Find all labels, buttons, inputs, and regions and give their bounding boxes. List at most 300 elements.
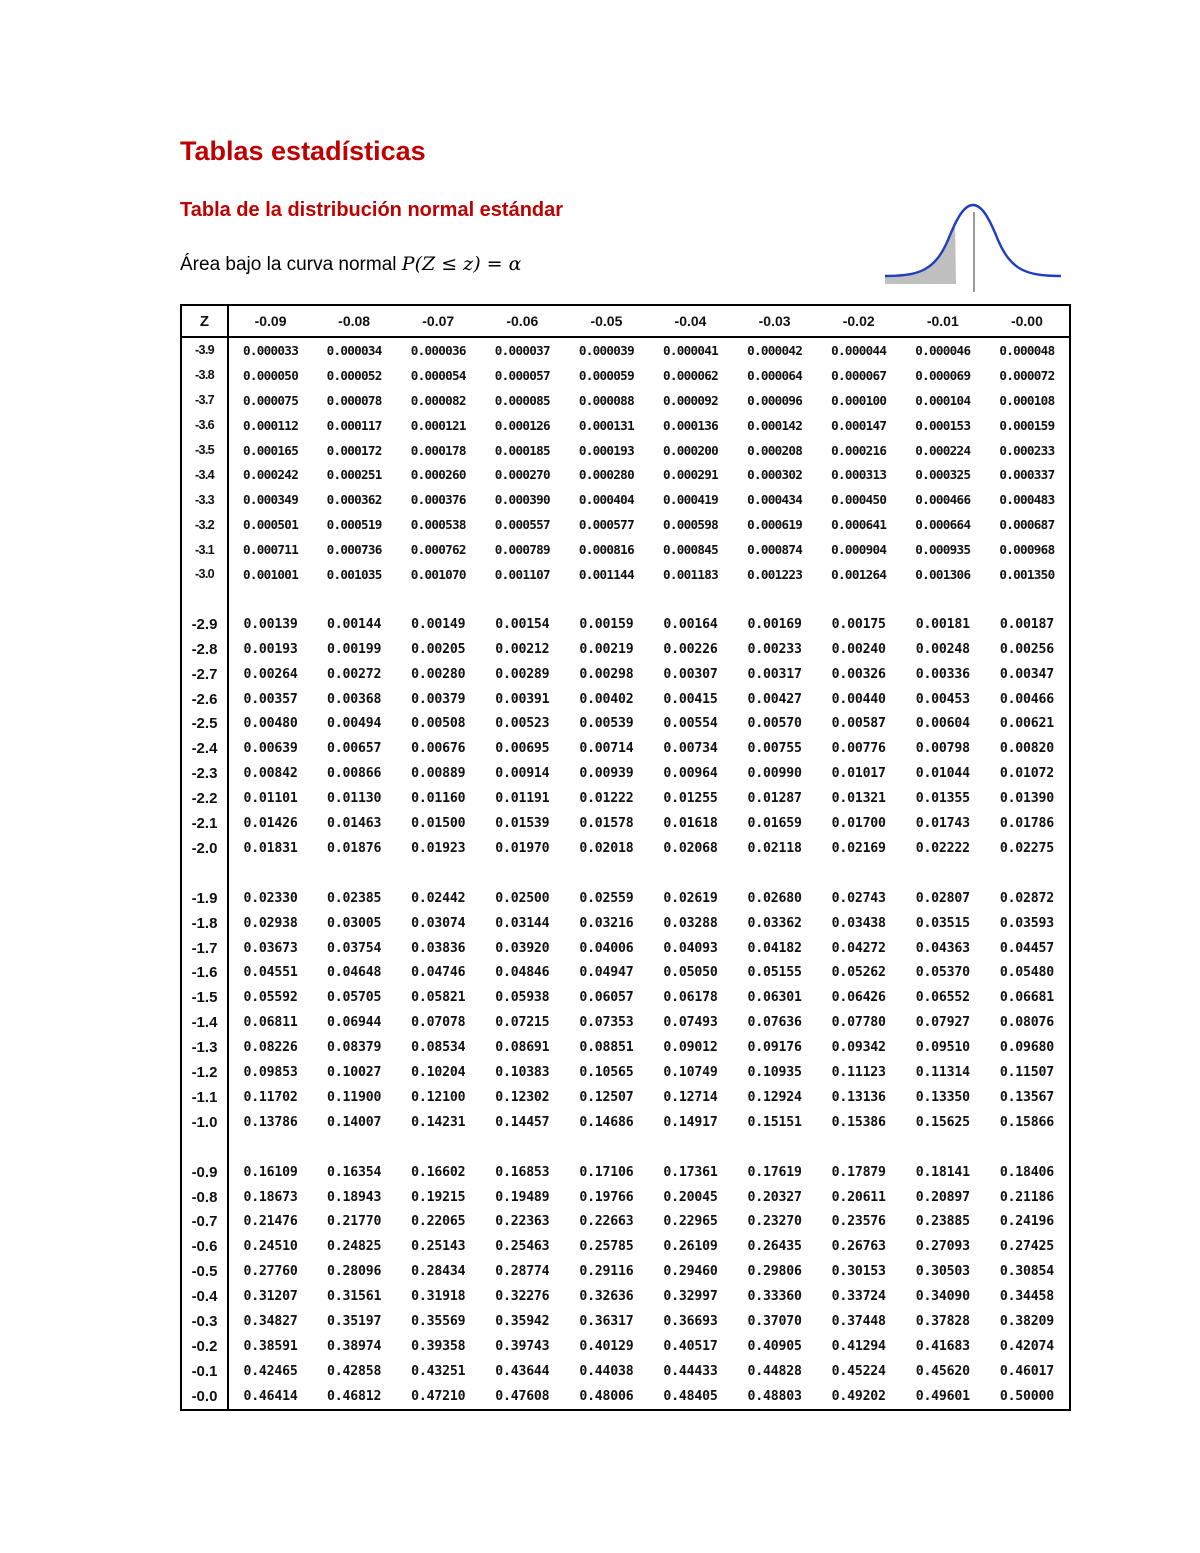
probability-cell: 0.24196 — [999, 1214, 1055, 1230]
probability-cell: 0.27425 — [999, 1239, 1055, 1255]
header-column: -0.01 — [901, 306, 985, 337]
probability-cell: 0.000039 — [578, 342, 634, 358]
probability-cell: 0.000104 — [915, 392, 971, 408]
z-value-cell: -0.1 — [182, 1359, 228, 1384]
spacer-cell — [648, 861, 732, 886]
probability-cell: 0.000291 — [662, 467, 719, 483]
probability-cell: 0.000641 — [831, 517, 887, 533]
probability-cell: 0.000434 — [747, 492, 803, 508]
probability-cell: 0.000108 — [999, 392, 1055, 408]
probability-cell: 0.03005 — [327, 915, 382, 931]
probability-cell: 0.000404 — [578, 492, 634, 508]
probability-cell: 0.18406 — [999, 1164, 1055, 1180]
probability-cell: 0.08076 — [999, 1015, 1055, 1031]
probability-cell: 0.34458 — [999, 1289, 1055, 1305]
probability-cell: 0.000147 — [831, 417, 887, 433]
probability-cell: 0.34090 — [915, 1289, 970, 1305]
probability-cell: 0.10565 — [579, 1064, 634, 1080]
probability-cell: 0.05370 — [915, 965, 970, 981]
probability-cell: 0.04746 — [411, 965, 466, 981]
probability-cell: 0.00621 — [999, 716, 1055, 732]
document-title: Tablas estadísticas — [180, 136, 426, 166]
z-value-cell: -1.8 — [182, 911, 228, 936]
probability-cell: 0.000075 — [243, 392, 299, 408]
table-row — [182, 936, 1069, 961]
probability-cell: 0.01659 — [747, 815, 802, 831]
probability-cell: 0.00755 — [747, 741, 802, 757]
probability-cell: 0.48405 — [663, 1388, 718, 1404]
probability-cell: 0.01831 — [243, 840, 298, 856]
probability-cell: 0.00154 — [495, 616, 550, 632]
probability-cell: 0.000816 — [578, 542, 634, 558]
table-row — [182, 1359, 1069, 1384]
probability-cell: 0.000619 — [747, 517, 803, 533]
probability-cell: 0.16109 — [243, 1164, 298, 1180]
probability-cell: 0.000789 — [494, 542, 550, 558]
probability-cell: 0.03836 — [411, 940, 466, 956]
probability-cell: 0.00798 — [915, 741, 970, 757]
probability-cell: 0.07353 — [579, 1015, 634, 1031]
probability-cell: 0.01287 — [747, 791, 802, 807]
probability-cell: 0.00379 — [411, 691, 466, 707]
table-row — [182, 911, 1069, 936]
probability-cell: 0.000078 — [326, 392, 382, 408]
probability-cell: 0.01500 — [411, 815, 466, 831]
group-spacer-row — [182, 587, 1069, 612]
probability-cell: 0.38209 — [999, 1314, 1055, 1329]
probability-cell: 0.001223 — [747, 566, 803, 582]
probability-cell: 0.00604 — [915, 716, 970, 732]
probability-cell: 0.49202 — [831, 1388, 886, 1404]
probability-cell: 0.02559 — [579, 890, 634, 906]
z-value-cell: -1.5 — [182, 985, 228, 1010]
z-value-cell: -2.7 — [182, 662, 228, 687]
probability-cell: 0.37448 — [831, 1314, 886, 1329]
probability-cell: 0.22965 — [663, 1214, 718, 1230]
probability-cell: 0.28774 — [495, 1264, 550, 1280]
probability-cell: 0.12714 — [663, 1089, 718, 1105]
probability-cell: 0.15866 — [999, 1114, 1055, 1130]
probability-cell: 0.00205 — [411, 641, 466, 657]
probability-cell: 0.000711 — [243, 542, 299, 558]
spacer-cell — [901, 1135, 985, 1160]
probability-cell: 0.12924 — [747, 1089, 802, 1105]
table-row — [182, 1010, 1069, 1035]
spacer-cell — [228, 1135, 312, 1160]
probability-cell: 0.25143 — [411, 1239, 466, 1255]
spacer-cell — [182, 1135, 228, 1160]
probability-cell: 0.04093 — [663, 940, 718, 956]
probability-cell: 0.000598 — [662, 517, 719, 533]
probability-cell: 0.03362 — [747, 915, 802, 931]
probability-cell: 0.04551 — [243, 965, 298, 981]
probability-cell: 0.11507 — [999, 1064, 1055, 1080]
probability-cell: 0.30854 — [999, 1264, 1055, 1280]
spacer-cell — [901, 587, 985, 612]
probability-cell: 0.000687 — [999, 517, 1055, 533]
table-row — [182, 512, 1069, 537]
probability-cell: 0.00734 — [663, 741, 718, 757]
probability-cell: 0.45620 — [915, 1363, 970, 1379]
area-label: Área bajo la curva normal — [180, 254, 397, 275]
probability-cell: 0.13786 — [243, 1114, 298, 1130]
probability-cell: 0.30503 — [915, 1264, 970, 1280]
table-row — [182, 687, 1069, 712]
probability-cell: 0.00480 — [243, 716, 298, 732]
probability-cell: 0.00357 — [243, 691, 298, 707]
probability-cell: 0.00264 — [243, 666, 298, 682]
probability-cell: 0.000048 — [999, 342, 1055, 358]
probability-cell: 0.00298 — [579, 666, 634, 682]
probability-cell: 0.03074 — [411, 915, 466, 931]
probability-cell: 0.000172 — [326, 442, 382, 458]
probability-cell: 0.12507 — [579, 1089, 634, 1105]
probability-cell: 0.14007 — [327, 1114, 382, 1130]
probability-cell: 0.22065 — [411, 1214, 466, 1230]
z-value-cell: -3.9 — [182, 337, 228, 363]
probability-cell: 0.00964 — [663, 766, 718, 782]
probability-cell: 0.23270 — [747, 1214, 802, 1230]
probability-cell: 0.46812 — [327, 1388, 382, 1404]
probability-cell: 0.02872 — [999, 890, 1055, 906]
spacer-cell — [733, 861, 817, 886]
probability-cell: 0.43251 — [411, 1363, 466, 1379]
probability-cell: 0.00539 — [579, 716, 634, 732]
probability-cell: 0.02118 — [747, 840, 802, 856]
spacer-cell — [733, 1135, 817, 1160]
shaded-area — [885, 220, 956, 284]
probability-cell: 0.23576 — [831, 1214, 886, 1230]
spacer-cell — [985, 1135, 1069, 1160]
probability-cell: 0.00391 — [495, 691, 550, 707]
probability-cell: 0.14686 — [579, 1114, 634, 1130]
spacer-cell — [901, 861, 985, 886]
probability-cell: 0.00248 — [915, 641, 970, 657]
z-value-cell: -2.3 — [182, 761, 228, 786]
probability-cell: 0.000085 — [494, 392, 550, 408]
table-row — [182, 1185, 1069, 1210]
probability-cell: 0.000313 — [831, 467, 887, 483]
probability-cell: 0.000096 — [747, 392, 803, 408]
probability-cell: 0.00695 — [495, 741, 550, 757]
probability-cell: 0.38591 — [243, 1338, 298, 1354]
probability-cell: 0.000538 — [410, 517, 466, 533]
table-row — [182, 1085, 1069, 1110]
probability-cell: 0.01923 — [411, 840, 466, 856]
table-row — [182, 1210, 1069, 1235]
probability-cell: 0.000845 — [662, 542, 719, 558]
spacer-cell — [817, 587, 901, 612]
probability-cell: 0.41683 — [915, 1338, 970, 1354]
probability-cell: 0.000034 — [326, 342, 382, 358]
probability-cell: 0.10383 — [495, 1064, 550, 1080]
probability-cell: 0.18673 — [243, 1189, 298, 1205]
probability-cell: 0.18141 — [915, 1164, 970, 1180]
probability-cell: 0.35197 — [327, 1314, 382, 1329]
table-row — [182, 1060, 1069, 1085]
probability-cell: 0.000159 — [999, 417, 1055, 433]
table-header-row — [182, 306, 1069, 337]
probability-cell: 0.25785 — [579, 1239, 634, 1255]
spacer-cell — [228, 587, 312, 612]
probability-cell: 0.01101 — [243, 791, 298, 807]
z-value-cell: -1.6 — [182, 960, 228, 985]
spacer-cell — [396, 861, 480, 886]
probability-cell: 0.000193 — [578, 442, 634, 458]
table-row — [182, 1384, 1069, 1409]
z-value-cell: -3.6 — [182, 413, 228, 438]
probability-cell: 0.00402 — [579, 691, 634, 707]
table-row — [182, 761, 1069, 786]
probability-cell: 0.000736 — [326, 542, 382, 558]
probability-cell: 0.35569 — [411, 1314, 466, 1329]
probability-cell: 0.000325 — [915, 467, 971, 483]
probability-cell: 0.31561 — [327, 1289, 382, 1305]
probability-cell: 0.10749 — [663, 1064, 718, 1080]
probability-cell: 0.39743 — [495, 1338, 550, 1354]
probability-cell: 0.20897 — [915, 1189, 970, 1205]
table-row — [182, 1160, 1069, 1185]
probability-cell: 0.00415 — [663, 691, 718, 707]
probability-cell: 0.001001 — [243, 566, 299, 582]
spacer-cell — [182, 587, 228, 612]
probability-cell: 0.000349 — [243, 492, 299, 508]
probability-cell: 0.00714 — [579, 741, 634, 757]
probability-cell: 0.000100 — [831, 392, 887, 408]
probability-cell: 0.001035 — [326, 566, 382, 582]
probability-cell: 0.01222 — [579, 791, 634, 807]
probability-cell: 0.28434 — [411, 1264, 466, 1280]
probability-cell: 0.00866 — [327, 766, 382, 782]
probability-cell: 0.00347 — [999, 666, 1055, 682]
probability-cell: 0.000280 — [578, 467, 634, 483]
probability-cell: 0.00820 — [999, 741, 1055, 757]
probability-cell: 0.09176 — [747, 1040, 802, 1056]
probability-cell: 0.00317 — [747, 666, 802, 682]
probability-cell: 0.00169 — [747, 616, 802, 632]
probability-cell: 0.32997 — [663, 1289, 718, 1305]
z-value-cell: -1.7 — [182, 936, 228, 961]
probability-cell: 0.07927 — [915, 1015, 970, 1031]
probability-cell: 0.000874 — [747, 542, 803, 558]
probability-cell: 0.05705 — [327, 990, 382, 1006]
probability-cell: 0.27093 — [915, 1239, 970, 1255]
probability-cell: 0.24825 — [327, 1239, 382, 1255]
probability-cell: 0.22363 — [495, 1214, 550, 1230]
table-row — [182, 886, 1069, 911]
probability-cell: 0.01970 — [495, 840, 550, 856]
probability-cell: 0.000057 — [494, 367, 550, 383]
probability-cell: 0.000224 — [915, 442, 971, 458]
z-value-cell: -2.2 — [182, 786, 228, 811]
header-column: -0.06 — [480, 306, 564, 337]
probability-cell: 0.10935 — [747, 1064, 802, 1080]
probability-cell: 0.00508 — [411, 716, 466, 732]
probability-cell: 0.17879 — [831, 1164, 886, 1180]
probability-cell: 0.08379 — [327, 1040, 382, 1056]
probability-cell: 0.21186 — [999, 1189, 1055, 1205]
probability-cell: 0.26109 — [663, 1239, 718, 1255]
z-value-cell: -1.0 — [182, 1110, 228, 1135]
probability-cell: 0.000233 — [999, 442, 1055, 458]
probability-cell: 0.00256 — [999, 641, 1055, 657]
probability-cell: 0.000501 — [243, 517, 299, 533]
probability-cell: 0.00570 — [747, 716, 802, 732]
table-row — [182, 985, 1069, 1010]
probability-cell: 0.000466 — [915, 492, 971, 508]
probability-cell: 0.000242 — [243, 467, 299, 483]
probability-cell: 0.09342 — [831, 1040, 886, 1056]
probability-cell: 0.01390 — [999, 791, 1055, 807]
spacer-cell — [312, 587, 396, 612]
probability-cell: 0.27760 — [243, 1264, 298, 1280]
probability-cell: 0.43644 — [495, 1363, 550, 1379]
probability-cell: 0.08851 — [579, 1040, 634, 1056]
z-value-cell: -0.5 — [182, 1259, 228, 1284]
probability-cell: 0.06178 — [663, 990, 718, 1006]
probability-cell: 0.02743 — [831, 890, 886, 906]
probability-cell: 0.48803 — [747, 1388, 802, 1404]
probability-cell: 0.32276 — [495, 1289, 550, 1305]
probability-cell: 0.000136 — [662, 417, 719, 433]
probability-cell: 0.05821 — [411, 990, 466, 1006]
probability-cell: 0.28096 — [327, 1264, 382, 1280]
probability-cell: 0.02330 — [243, 890, 298, 906]
table-row — [182, 960, 1069, 985]
table-row — [182, 487, 1069, 512]
probability-cell: 0.000260 — [410, 467, 466, 483]
probability-cell: 0.21770 — [327, 1214, 382, 1230]
z-value-cell: -0.9 — [182, 1160, 228, 1185]
probability-cell: 0.00307 — [663, 666, 718, 682]
header-column: -0.04 — [648, 306, 732, 337]
group-spacer-row — [182, 861, 1069, 886]
probability-cell: 0.26763 — [831, 1239, 886, 1255]
probability-cell: 0.15625 — [915, 1114, 970, 1130]
probability-cell: 0.09853 — [243, 1064, 298, 1080]
probability-cell: 0.11702 — [243, 1089, 298, 1105]
header-column: -0.00 — [985, 306, 1069, 337]
probability-cell: 0.05480 — [999, 965, 1055, 981]
probability-cell: 0.07493 — [663, 1015, 718, 1031]
probability-cell: 0.01578 — [579, 815, 634, 831]
probability-cell: 0.000251 — [326, 467, 382, 483]
table-row — [182, 537, 1069, 562]
probability-cell: 0.00187 — [999, 616, 1055, 632]
table-row — [182, 786, 1069, 811]
probability-cell: 0.04648 — [327, 965, 382, 981]
z-value-cell: -0.2 — [182, 1334, 228, 1359]
probability-cell: 0.00219 — [579, 641, 634, 657]
probability-cell: 0.000362 — [326, 492, 382, 508]
probability-cell: 0.001306 — [915, 566, 971, 582]
probability-cell: 0.04272 — [831, 940, 886, 956]
probability-cell: 0.02938 — [243, 915, 298, 931]
probability-cell: 0.00914 — [495, 766, 550, 782]
probability-cell: 0.50000 — [999, 1388, 1055, 1404]
probability-cell: 0.00776 — [831, 741, 886, 757]
probability-cell: 0.18943 — [327, 1189, 382, 1205]
spacer-cell — [480, 861, 564, 886]
probability-cell: 0.06944 — [327, 1015, 382, 1031]
probability-cell: 0.000337 — [999, 467, 1055, 483]
probability-cell: 0.46017 — [999, 1363, 1055, 1379]
probability-cell: 0.02222 — [915, 840, 970, 856]
spacer-cell — [396, 1135, 480, 1160]
probability-cell: 0.37828 — [915, 1314, 970, 1329]
probability-cell: 0.33360 — [747, 1289, 802, 1305]
probability-cell: 0.07215 — [495, 1015, 550, 1031]
probability-cell: 0.01355 — [915, 791, 970, 807]
probability-cell: 0.00889 — [411, 766, 466, 782]
probability-cell: 0.000067 — [831, 367, 887, 383]
probability-cell: 0.00149 — [411, 616, 466, 632]
probability-cell: 0.05592 — [243, 990, 298, 1006]
probability-cell: 0.00272 — [327, 666, 382, 682]
z-value-cell: -0.7 — [182, 1210, 228, 1235]
probability-cell: 0.000208 — [747, 442, 803, 458]
table-row — [182, 662, 1069, 687]
probability-cell: 0.000968 — [999, 542, 1055, 558]
group-spacer-row — [182, 1135, 1069, 1160]
probability-cell: 0.00280 — [411, 666, 466, 682]
probability-cell: 0.000200 — [662, 442, 719, 458]
probability-cell: 0.22663 — [579, 1214, 634, 1230]
spacer-cell — [733, 587, 817, 612]
probability-cell: 0.03288 — [663, 915, 718, 931]
probability-cell: 0.03144 — [495, 915, 550, 931]
probability-cell: 0.40129 — [579, 1338, 634, 1354]
spacer-cell — [648, 587, 732, 612]
probability-cell: 0.00159 — [579, 616, 634, 632]
probability-cell: 0.02619 — [663, 890, 718, 906]
z-value-cell: -3.0 — [182, 562, 228, 587]
probability-cell: 0.01191 — [495, 791, 550, 807]
probability-cell: 0.29460 — [663, 1264, 718, 1280]
probability-cell: 0.16602 — [411, 1164, 466, 1180]
probability-cell: 0.16853 — [495, 1164, 550, 1180]
table-row — [182, 711, 1069, 736]
z-value-cell: -0.3 — [182, 1309, 228, 1334]
header-column: -0.05 — [564, 306, 648, 337]
table-row — [182, 1234, 1069, 1259]
table-row — [182, 836, 1069, 861]
probability-cell: 0.02500 — [495, 890, 550, 906]
normal-table-frame — [180, 304, 1071, 1411]
probability-cell: 0.01017 — [831, 766, 886, 782]
probability-cell: 0.00368 — [327, 691, 382, 707]
probability-cell: 0.47608 — [495, 1388, 550, 1404]
probability-cell: 0.00199 — [327, 641, 382, 657]
probability-cell: 0.00175 — [831, 616, 886, 632]
probability-cell: 0.00326 — [831, 666, 886, 682]
probability-cell: 0.42074 — [999, 1338, 1055, 1354]
table-row — [182, 736, 1069, 761]
probability-cell: 0.23885 — [915, 1214, 970, 1230]
probability-cell: 0.00453 — [915, 691, 970, 707]
probability-cell: 0.00226 — [663, 641, 718, 657]
probability-cell: 0.02385 — [327, 890, 382, 906]
probability-cell: 0.19766 — [579, 1189, 634, 1205]
probability-cell: 0.01426 — [243, 815, 298, 831]
probability-cell: 0.44038 — [579, 1363, 634, 1379]
probability-cell: 0.29806 — [747, 1264, 802, 1280]
probability-cell: 0.08691 — [495, 1040, 550, 1056]
probability-cell: 0.20327 — [747, 1189, 802, 1205]
probability-cell: 0.00440 — [831, 691, 886, 707]
probability-cell: 0.06811 — [243, 1015, 298, 1031]
normal-distribution-table — [182, 306, 1069, 1409]
